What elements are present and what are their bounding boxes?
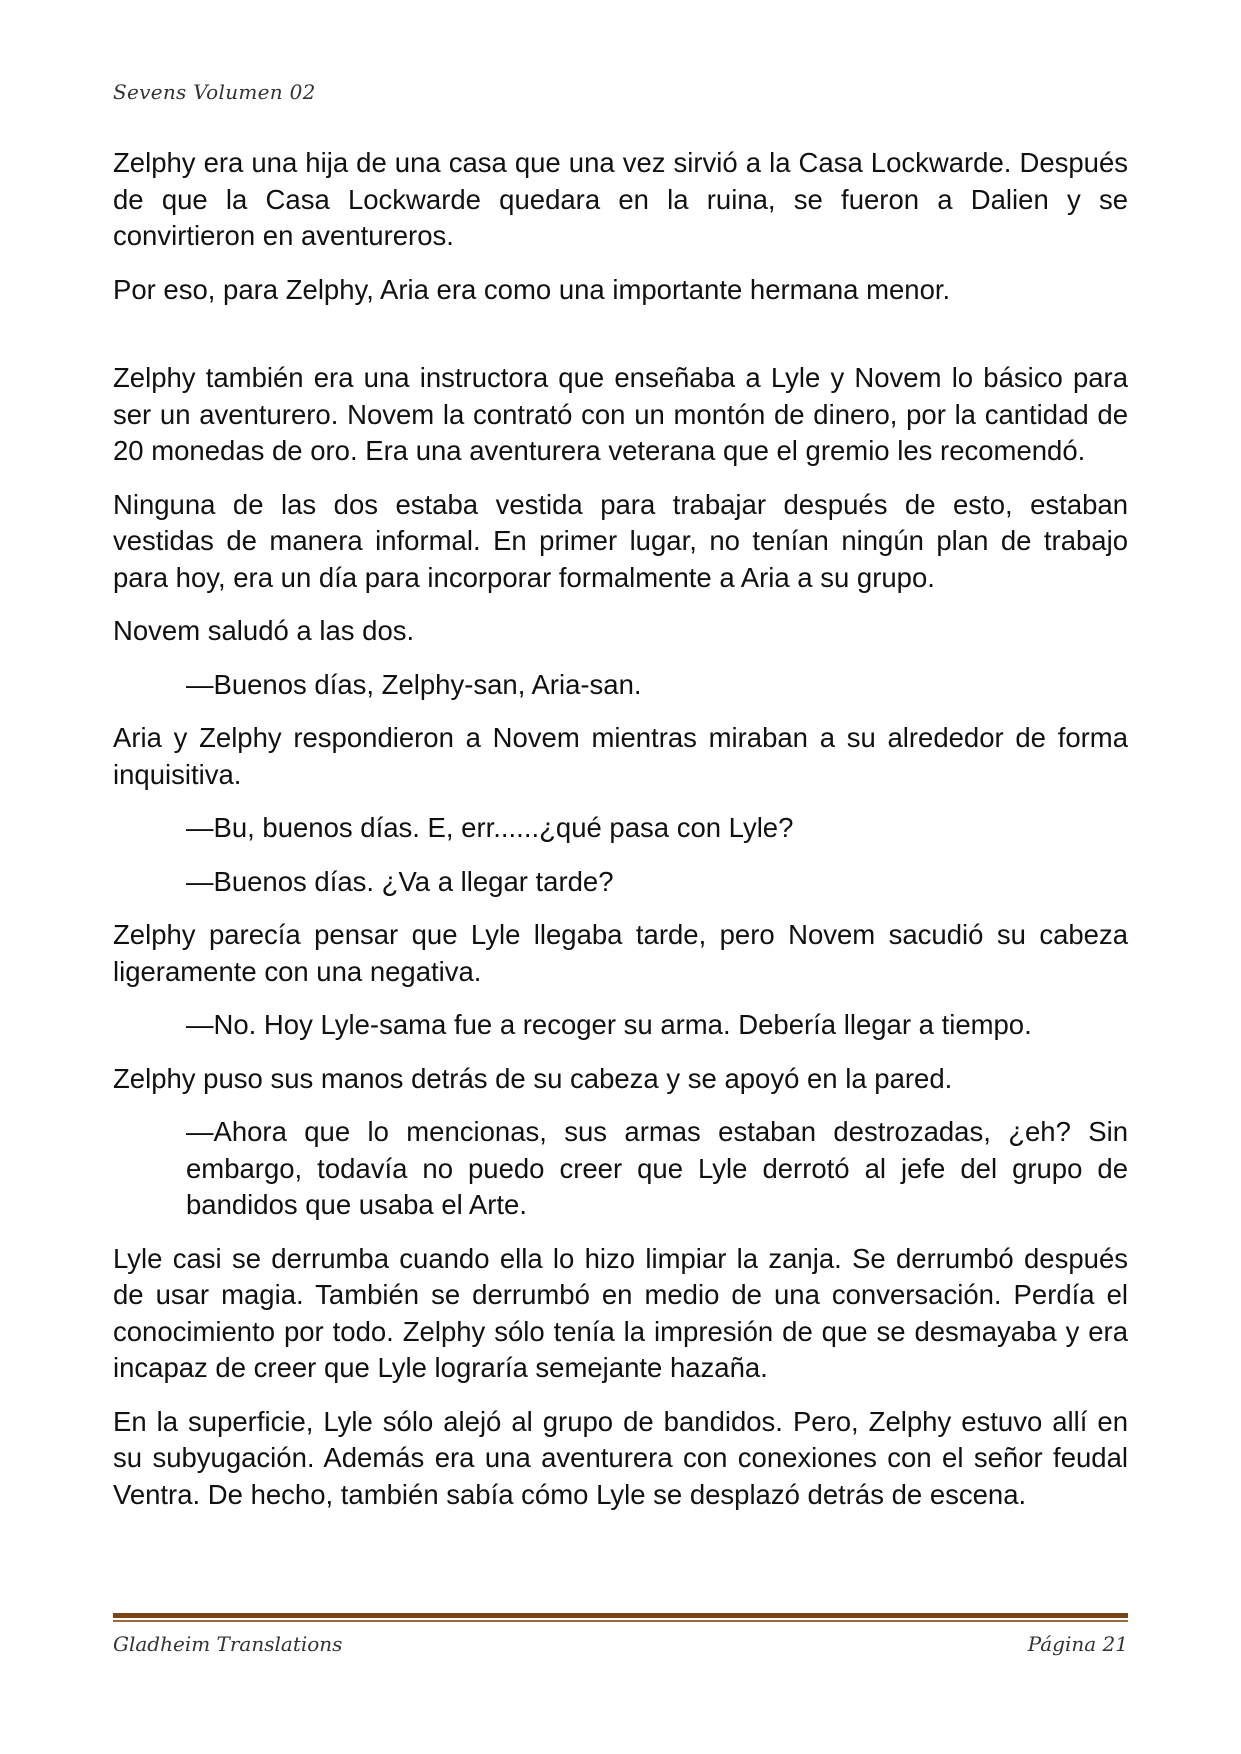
body-text (113, 145, 1128, 1530)
paragraph: Aria y Zelphy respondieron a Novem mientras miraban a su alrededor de forma inquisitiva. (113, 722, 1128, 790)
paragraph: Zelphy parecía pensar que Lyle llegaba tarde, pero Novem sacudió su cabeza ligeramente con una negativa. (113, 919, 1128, 987)
paragraph: En la superficie, Lyle sólo alejó al grupo de bandidos. Pero, Zelphy estuvo allí en su subyugación. Además era una aventurera con conexiones con el señor feudal Ventra. De hecho, también sabía cómo Lyle se desplazó detrás de escena. (113, 1405, 1128, 1510)
dialogue-line: —Ahora que lo mencionas, sus armas estaban destrozadas, ¿eh? Sin embargo, todavía no puedo creer que Lyle derrotó al jefe del grupo de bandidos que usaba el Arte. (186, 1116, 1128, 1220)
dialogue-line: —Buenos días, Zelphy-san, Aria-san. (186, 668, 642, 700)
paragraph: Zelphy también era una instructora que enseñaba a Lyle y Novem lo básico para ser un aventurero. Novem la contrató con un montón de dinero, por la cantidad de 20 monedas de oro. Era una aventurera veterana que el gremio les recomendó. (113, 362, 1128, 466)
footer-divider (113, 1613, 1128, 1618)
dialogue-line: —No. Hoy Lyle-sama fue a recoger su arma. Debería llegar a tiempo. (186, 1009, 1032, 1040)
dialogue-line: —Buenos días. ¿Va a llegar tarde? (186, 865, 614, 897)
footer-publisher: Gladheim Translations (113, 1632, 343, 1656)
footer-divider-thin (113, 1620, 1128, 1622)
dialogue-line: —Bu, buenos días. E, err......¿qué pasa con Lyle? (186, 812, 794, 843)
page-number: Página 21 (1027, 1632, 1128, 1656)
paragraph: Zelphy era una hija de una casa que una vez sirvió a la Casa Lockwarde. Después de que la Casa Lockwarde quedara en la ruina, se fueron a Dalien y se convirtieron en aventureros. (113, 147, 1128, 251)
paragraph: Novem saludó a las dos. (113, 615, 415, 646)
paragraph: Ninguna de las dos estaba vestida para trabajar después de esto, estaban vestidas de manera informal. En primer lugar, no tenían ningún plan de trabajo para hoy, era un día para incorporar formalmente a Aria a su grupo. (113, 488, 1128, 593)
paragraph: Por eso, para Zelphy, Aria era como una importante hermana menor. (113, 273, 951, 305)
paragraph: Lyle casi se derrumba cuando ella lo hizo limpiar la zanja. Se derrumbó después de usar magia. También se derrumbó en medio de una conversación. Perdía el conocimiento por todo. Zelphy sólo tenía la impresión de que se desmayaba y era incapaz de creer que Lyle lograría semejante hazaña. (113, 1242, 1128, 1383)
paragraph: Zelphy puso sus manos detrás de su cabeza y se apoyó en la pared. (113, 1062, 953, 1094)
running-header-title: Sevens Volumen 02 (113, 80, 316, 104)
